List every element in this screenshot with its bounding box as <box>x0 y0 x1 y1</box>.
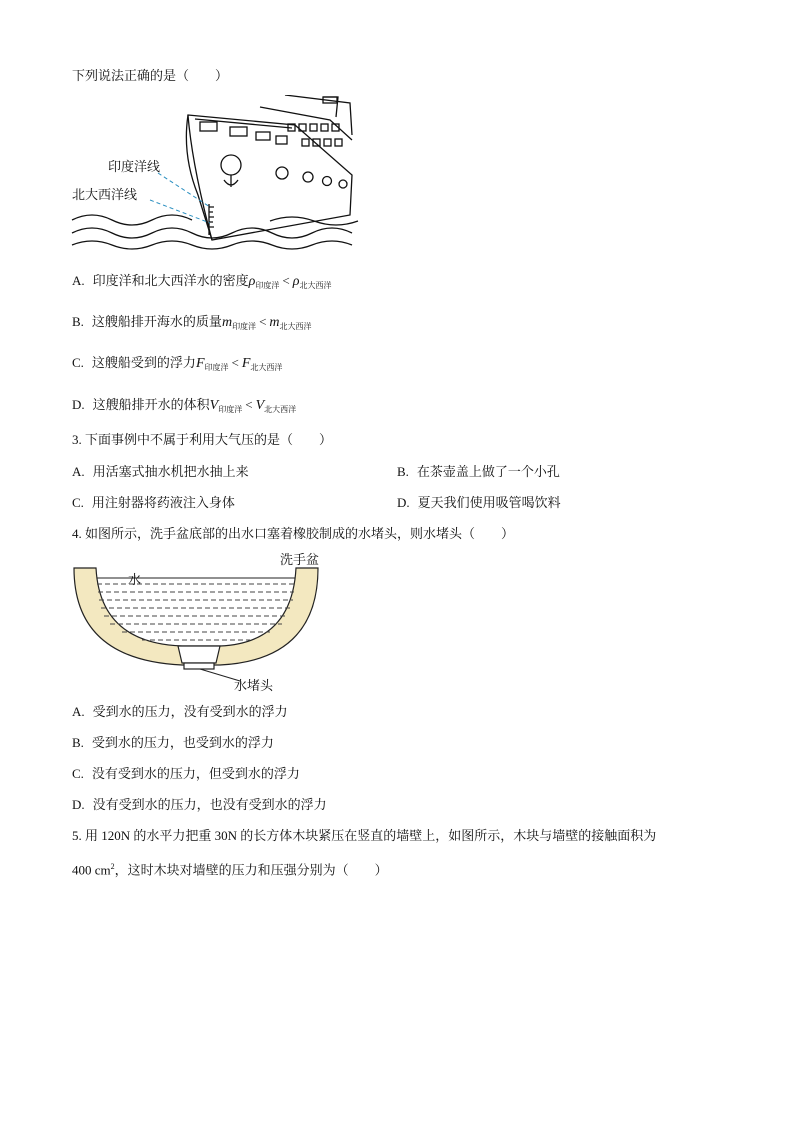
indian-ocean-line-label: 印度洋线 <box>108 160 161 175</box>
q4-option-b[interactable]: B. 受到水的压力，也受到水的浮力 <box>72 735 274 750</box>
q4-option-d[interactable]: D. 没有受到水的压力，也没有受到水的浮力 <box>72 797 327 812</box>
q3-option-d[interactable]: D. 夏天我们使用吸管喝饮料 <box>397 495 561 510</box>
q3-option-c[interactable]: C. 用注射器将药液注入身体 <box>72 495 235 510</box>
q2-stem: 下列说法正确的是（ ） <box>72 68 229 83</box>
q3-stem: 3. 下面事例中不属于利用大气压的是（ ） <box>72 432 333 447</box>
q2-option-c[interactable]: C. 这艘船受到的浮力$F_{印度洋} < F_{北大西洋}$ <box>72 355 283 372</box>
q2-option-a[interactable]: A. 印度洋和北大西洋水的密度$\rho_{印度洋} < \rho_{北大西洋}$ <box>72 273 332 290</box>
q3-option-b[interactable]: B. 在茶壶盖上做了一个小孔 <box>397 464 560 479</box>
q5-stem-line2: 400 $cm^2$，这时木块对墙壁的压力和压强分别为（ ） <box>72 862 388 878</box>
water-label: 水 <box>128 573 142 588</box>
ship-figure <box>70 95 360 250</box>
basin-figure <box>70 548 330 693</box>
basin-label: 洗手盆 <box>280 553 320 568</box>
q4-option-c[interactable]: C. 没有受到水的压力，但受到水的浮力 <box>72 766 300 781</box>
q2-option-d[interactable]: D. 这艘船排开水的体积$V_{印度洋} < V_{北大西洋}$ <box>72 397 297 414</box>
q5-stem-line1: 5. 用 120N 的水平力把重 30N 的长方体木块紧压在竖直的墙壁上，如图所示，木块与墙壁的接触面积为 <box>72 828 657 843</box>
plug-label: 水堵头 <box>234 679 274 693</box>
q4-stem: 4. 如图所示，洗手盆底部的出水口塞着橡胶制成的水堵头，则水堵头（ ） <box>72 526 515 541</box>
q4-option-a[interactable]: A. 受到水的压力，没有受到水的浮力 <box>72 704 288 719</box>
q2-option-b[interactable]: B. 这艘船排开海水的质量$m_{印度洋} < m_{北大西洋}$ <box>72 314 312 331</box>
north-atlantic-line-label: 北大西洋线 <box>72 188 138 203</box>
q3-option-a[interactable]: A. 用活塞式抽水机把水抽上来 <box>72 464 249 479</box>
